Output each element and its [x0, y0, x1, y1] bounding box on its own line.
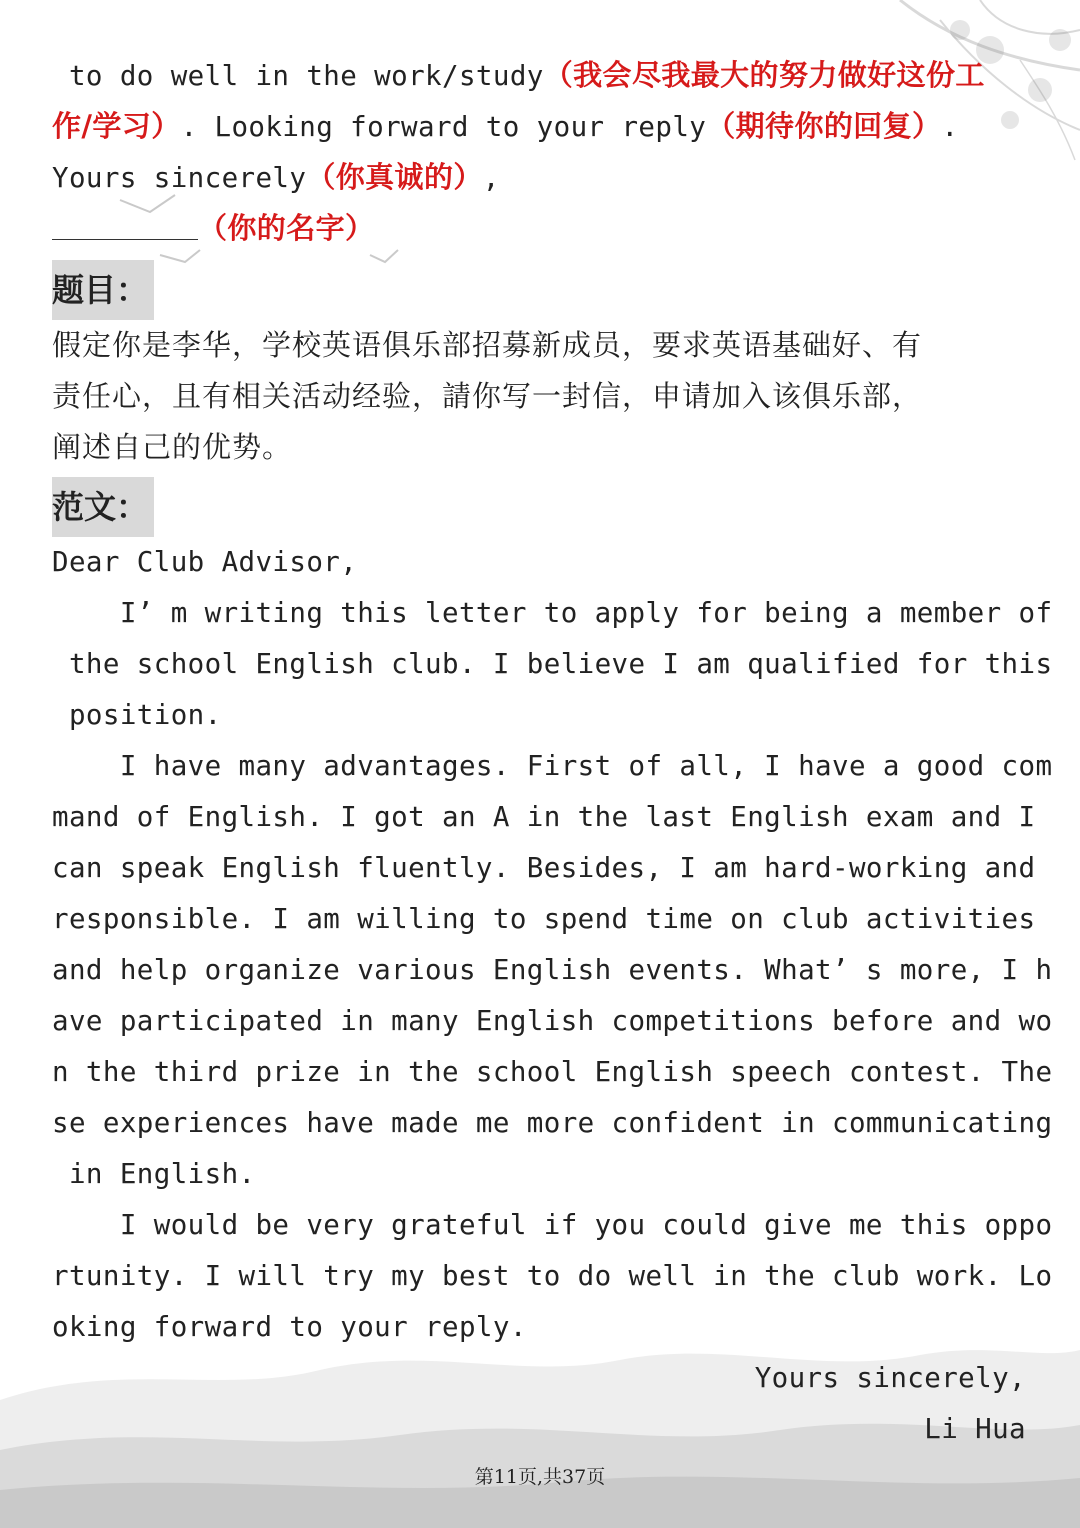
top-line-4 — [52, 203, 1032, 254]
top-line-2 — [52, 101, 1032, 152]
text-line: responsible. I am willing to spend time on club activities — [52, 903, 1036, 935]
annotation-cn: （期待你的回复） — [706, 109, 942, 143]
text-en: . — [941, 111, 959, 143]
document-page — [52, 50, 1053, 1455]
signature: Li Hua — [924, 1413, 1026, 1445]
essay-heading: 范文： — [52, 477, 154, 537]
text-en: . Looking forward to your reply — [180, 111, 707, 143]
text-line: in English. — [52, 1158, 256, 1190]
annotation-cn: 作/学习） — [52, 109, 181, 143]
text-line: oking forward to your reply. — [52, 1311, 527, 1343]
text-en: , — [482, 162, 500, 194]
text-line: n the third prize in the school English speech contest. The — [52, 1056, 1053, 1088]
text-line: rtunity. I will try my best to do well in the club work. Lo — [52, 1260, 1053, 1292]
annotation-cn: （我会尽我最大的努力做好这份工 — [543, 58, 985, 92]
text-line: 阐述自己的优势。 — [52, 430, 293, 464]
question-text — [52, 320, 1032, 473]
name-blank — [52, 209, 198, 240]
page-number: 第11页,共37页 — [474, 1466, 606, 1488]
text-line: 假定你是李华，学校英语俱乐部招募新成员，要求英语基础好、有 — [52, 328, 923, 362]
top-line-1 — [52, 50, 1032, 101]
annotation-cn: （你真诚的） — [306, 160, 483, 194]
text-line: 责任心，且有相关活动经验，請你写一封信，申请加入该俱乐部， — [52, 379, 923, 413]
text-line: I have many advantages. First of all, I have a good com — [52, 750, 1053, 782]
text-line: Dear Club Advisor, — [52, 546, 358, 578]
top-line-3 — [52, 152, 1032, 203]
text-line: the school English club. I believe I am qualified for this — [52, 648, 1053, 680]
text-line: position. — [52, 699, 222, 731]
text-line: I’ m writing this letter to apply for being a member of — [52, 597, 1053, 629]
text-line: se experiences have made me more confident in communicating — [52, 1107, 1053, 1139]
text-line: can speak English fluently. Besides, I am hard-working and — [52, 852, 1036, 884]
closing: Yours sincerely, — [754, 1362, 1026, 1394]
text-line: ave participated in many English competitions before and wo — [52, 1005, 1053, 1037]
essay-text — [52, 537, 1053, 1353]
annotation-cn: （你的名字） — [198, 211, 375, 245]
text-en: Yours sincerely — [52, 162, 307, 194]
text-line: mand of English. I got an A in the last English exam and I — [52, 801, 1036, 833]
text-line: I would be very grateful if you could give me this oppo — [52, 1209, 1053, 1241]
text-line: and help organize various English events. What’ s more, I h — [52, 954, 1053, 986]
text-en: to do well in the work/study — [52, 60, 544, 92]
question-heading: 题目： — [52, 260, 154, 320]
